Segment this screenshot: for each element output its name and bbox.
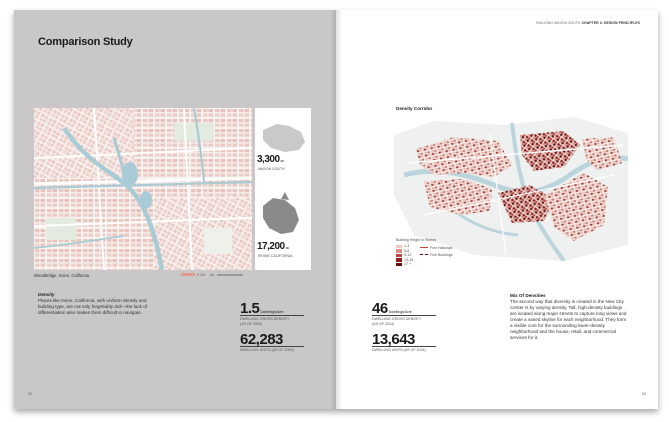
section-label: Mix Of Densities: [510, 293, 546, 298]
density-value: 1.5Dwellings/Acre: [240, 300, 284, 317]
legend-label: 1-4: [404, 244, 410, 249]
scale-units: mi: [210, 273, 214, 277]
divider: [372, 346, 436, 347]
right-page: [336, 10, 658, 409]
density-label-1: DWELLING GROSS DENSITY: [372, 317, 422, 321]
book-gutter: [330, 10, 342, 409]
units-label: DWELLING UNITS (AS OF 2009): [240, 348, 294, 352]
page-title: Comparison Study: [38, 36, 133, 48]
legend: [396, 244, 413, 267]
stat-bottom-label: IRVINE CALIFORNIA: [258, 254, 293, 258]
legend-label: 5-8: [404, 248, 410, 253]
stat-bottom-value: 17,200ac: [257, 241, 290, 252]
irvine-map: [34, 108, 252, 270]
legend-label: 17 +: [404, 262, 412, 267]
legend-swatch: [396, 249, 402, 252]
legend-label: 9-12: [404, 253, 412, 258]
legend-item: [396, 262, 413, 267]
density-label-2: (AS OF 2014): [372, 322, 395, 326]
stat-top-value: 3,300ac: [257, 154, 285, 165]
units-value: 62,283: [240, 331, 283, 348]
section-text: The second way that diversity is created in the New City Center is by varying density. Tall, high-density buildings are located along major streets to capture long views and create a varied skyline for each neighborhood. They form a visible core for the surrounding lower-density neighborhood and the house, retail, and commercial services for it.: [510, 299, 627, 341]
legend-line: [420, 254, 428, 255]
map-caption: Woodbridge, Irvine, California: [34, 273, 90, 278]
divider: [372, 315, 436, 316]
legend-swatch: [396, 254, 402, 257]
page-number: 83: [642, 392, 646, 396]
divider: [240, 315, 304, 316]
scale-note: 0 1/4: [197, 273, 205, 277]
stat-top-label: MASON SOUTH: [258, 167, 285, 171]
scale-bar: [181, 273, 195, 276]
divider: [240, 346, 304, 347]
density-value: 46Dwellings/Acre: [372, 300, 412, 317]
density-label-2: (AS OF 2009): [240, 322, 263, 326]
legend-label: 13-16: [404, 257, 414, 262]
running-header: BUILDING MASON SOUTH CHAPTER 3: DESIGN PRINCIPLES: [536, 21, 640, 25]
map-title: Density Corridor: [396, 106, 433, 111]
units-value: 13,643: [372, 331, 415, 348]
section-label: Density: [38, 292, 55, 297]
legend-swatch: [396, 245, 402, 248]
units-label: DWELLING UNITS (AS OF 2014): [372, 348, 426, 352]
page-number: 82: [28, 392, 32, 396]
section-text: Places like Irvine, California, with uniform density and building type, are not only forgettably dull—the lack of differentiation also makes them difficult to navigate.: [38, 298, 148, 316]
left-page: [14, 10, 336, 409]
legend-note-1: Fine Hallways: [430, 245, 453, 250]
book-spread: [14, 10, 658, 409]
legend-title: Building Height in Stories: [396, 238, 437, 242]
density-label-1: DWELLING GROSS DENSITY: [240, 317, 290, 321]
legend-swatch: [396, 263, 402, 266]
legend-swatch: [396, 258, 402, 261]
legend-note-2: Fine Buildings: [430, 252, 453, 257]
north-arrow-bar: [217, 274, 243, 276]
legend-line: [420, 247, 428, 248]
